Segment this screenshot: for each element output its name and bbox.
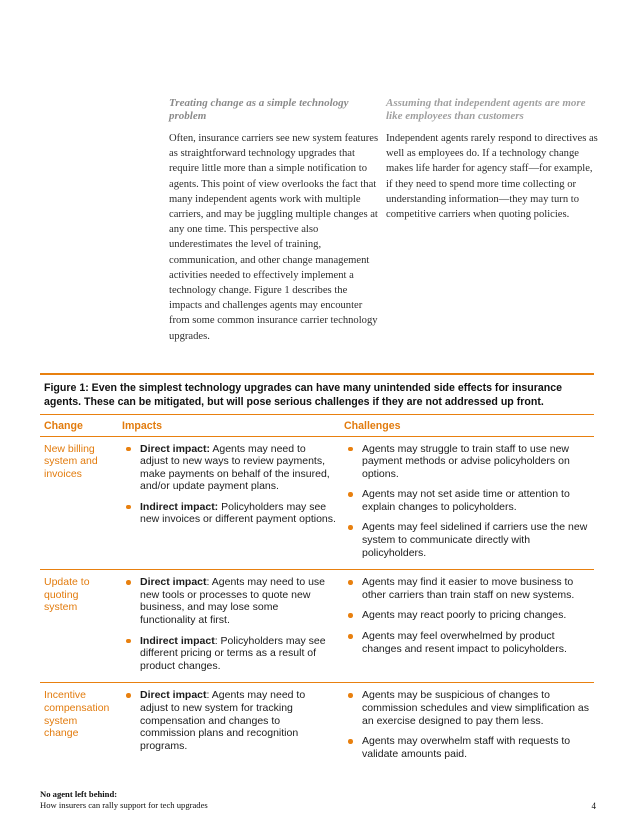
impact-text: Agents may need to adjust to new ways to review payments, make payments on behalf of the insured, and/or update payment plans. xyxy=(140,442,330,493)
bullet-dot-icon xyxy=(126,580,131,585)
bullet-dot-icon xyxy=(348,693,353,698)
impacts-cell xyxy=(118,683,340,770)
header-challenges: Challenges xyxy=(340,414,594,436)
change-cell: Update to quoting system xyxy=(40,570,118,683)
challenge-text: Agents may overwhelm staff with requests to validate amounts paid. xyxy=(362,735,571,760)
challenge-text: Agents may struggle to train staff to use new payment methods or advise policyholders on options. xyxy=(362,442,570,480)
bullet-dot-icon xyxy=(348,492,353,497)
footer xyxy=(40,789,596,811)
impact-label: Direct impact xyxy=(140,576,207,589)
bullet-dot-icon xyxy=(126,639,131,644)
impacts-cell xyxy=(118,436,340,570)
right-column xyxy=(386,97,601,222)
challenges-list xyxy=(344,689,590,760)
table-row xyxy=(40,683,594,770)
impacts-cell xyxy=(118,570,340,683)
bullet-dot-icon xyxy=(126,693,131,698)
list-item xyxy=(344,576,590,601)
list-item xyxy=(344,689,590,727)
bullet-dot-icon xyxy=(126,505,131,510)
challenge-text: Agents may react poorly to pricing changes. xyxy=(362,609,567,622)
header-change: Change xyxy=(40,414,118,436)
challenges-cell xyxy=(340,570,594,683)
list-item xyxy=(122,689,336,752)
challenge-text: Agents may not set aside time or attention to explain changes to policyholders. xyxy=(362,488,570,513)
left-column xyxy=(169,97,379,344)
challenges-list xyxy=(344,576,590,655)
bullet-dot-icon xyxy=(348,447,353,452)
left-section-body: Often, insurance carriers see new system features as straightforward technology upgrades that require little more than a simple notification to agents. This point of view overlooks the fact that many independent agents work with multiple carriers, and may be juggling multiple changes at any one time. This perspective also underestimates the level of training, communication, and other change management activities needed to effectively implement a technology change. Figure 1 describes the impacts and challenges agents may encounter from some common insurance carrier technology upgrades. xyxy=(169,133,379,342)
table-row xyxy=(40,570,594,683)
right-section-heading: Assuming that independent agents are more like employees than customers xyxy=(386,97,586,122)
bullet-dot-icon xyxy=(348,634,353,639)
right-section-body: Independent agents rarely respond to directives as well as employees do. If a technology change makes life harder for agency staff—for example, if they need to spend more time collecting or understanding information—they may turn to competitive carriers when quoting policies. xyxy=(386,133,598,221)
change-cell: Incentive compensation system change xyxy=(44,689,110,740)
figure-table-header-row xyxy=(40,414,594,436)
challenges-list xyxy=(344,443,590,560)
list-item xyxy=(344,488,590,513)
header-impacts: Impacts xyxy=(118,414,340,436)
challenge-text: Agents may find it easier to move business to other carriers than train staff on new systems. xyxy=(362,576,575,601)
impacts-list xyxy=(122,576,336,672)
list-item xyxy=(344,521,590,559)
impacts-list xyxy=(122,443,336,527)
list-item xyxy=(344,735,590,760)
list-item xyxy=(344,630,590,655)
list-item xyxy=(122,501,336,526)
figure-table xyxy=(40,414,594,771)
impact-label: Indirect impact xyxy=(140,634,215,647)
left-section-heading: Treating change as a simple technology problem xyxy=(169,97,349,122)
impact-label: Indirect impact: xyxy=(140,500,219,513)
challenge-text: Agents may be suspicious of changes to commission schedules and view simplification as an exercise designed to pay them less. xyxy=(362,689,590,727)
challenge-text: Agents may feel overwhelmed by product changes and resent impact to policyholders. xyxy=(362,630,567,655)
figure-table-body xyxy=(40,436,594,770)
impact-label: Direct impact xyxy=(140,689,207,702)
bullet-dot-icon xyxy=(348,613,353,618)
list-item xyxy=(344,443,590,481)
footer-title: No agent left behind: xyxy=(40,789,118,799)
impact-text: Policyholders may see new invoices or different payment options. xyxy=(140,500,336,526)
challenges-cell xyxy=(340,436,594,570)
challenge-text: Agents may feel sidelined if carriers use the new system to communicate directly with policyholders. xyxy=(362,521,588,559)
footer-subtitle: How insurers can rally support for tech upgrades xyxy=(40,800,208,810)
impact-text: : Agents may need to adjust to new system for tracking compensation and changes to commission plans and recognition programs. xyxy=(140,689,306,752)
page-number: 4 xyxy=(591,801,596,811)
impacts-list xyxy=(122,689,336,752)
impact-label: Direct impact: xyxy=(140,442,211,455)
change-cell: New billing system and invoices xyxy=(40,436,118,570)
list-item xyxy=(122,576,336,626)
table-row xyxy=(40,436,594,570)
list-item xyxy=(122,635,336,673)
list-item xyxy=(122,443,336,493)
bullet-dot-icon xyxy=(348,525,353,530)
impact-text: : Policyholders may see different pricing or terms as a result of product changes. xyxy=(140,634,326,672)
impact-text: : Agents may need to use new tools or processes to quote new business, and may lose some functionality at first. xyxy=(140,576,326,627)
figure-1 xyxy=(40,373,594,770)
challenges-cell xyxy=(340,683,594,770)
figure-caption: Figure 1: Even the simplest technology upgrades can have many unintended side effects for insurance agents. These can be mitigated, but will pose serious challenges if they are not addressed up front. xyxy=(44,381,563,408)
list-item xyxy=(344,609,590,622)
bullet-dot-icon xyxy=(126,447,131,452)
bullet-dot-icon xyxy=(348,739,353,744)
bullet-dot-icon xyxy=(348,580,353,585)
